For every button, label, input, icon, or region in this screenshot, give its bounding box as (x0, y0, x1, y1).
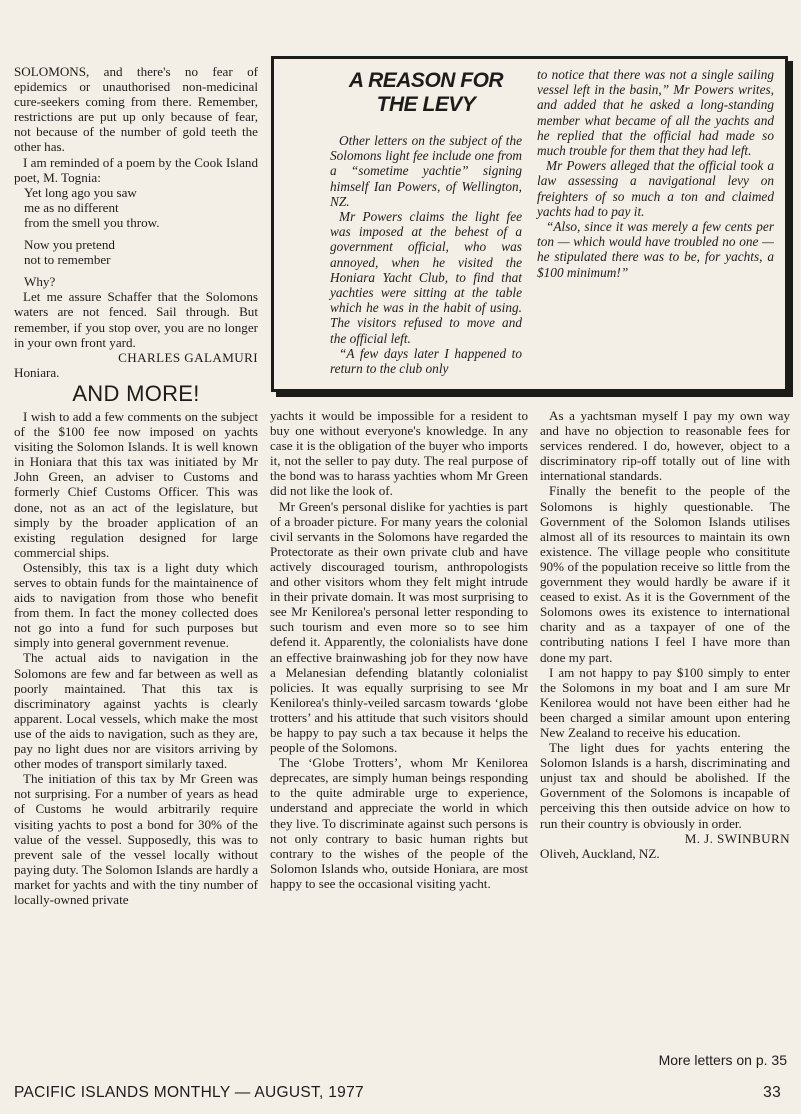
page-footer (14, 1084, 787, 1102)
sidebar-box (271, 56, 788, 392)
right-column (540, 408, 790, 861)
paragraph: SOLOMONS, and there's no fear of epidemics or unauthorised non-medicinal cure-seekers coming from there. Remember, restrictions are put up only because of fear, not because of the number of gold teeth the other has. (14, 64, 258, 155)
paragraph: Ostensibly, this tax is a light duty which serves to obtain funds for the maintainence of aids to navigation from those who benefit from them. In fact the money collected does not go into a fund for such purposes but simply into general government revenue. (14, 559, 258, 651)
signature-place: Honiara. (14, 364, 60, 380)
paragraph: Mr Powers alleged that the official took a law assessing a navigational levy on freighters of so much a ton and claimed yachts had to pay it. (537, 158, 774, 219)
poem-line: Why? (24, 274, 56, 290)
letter-signature: CHARLES GALAMURI (118, 349, 258, 365)
paragraph: Mr Green's personal dislike for yachties is part of a broader picture. For many years the colonial civil servants in the Solomons have regarded the Protectorate as their own private club and have actively discouraged tourism, anthropologists and other visitors whom they felt might intrude in their private domain. It was most surprising to see Mr Kenilorea's personal letter responding to such tourism and even more so to see him defend it. Apparently, the colonialists have done an effective brainwashing job for they now have a Melanesian defending blatantly colonialist policies. It was equally surprising to see Mr Kenilorea's thinly-veiled sarcasm towards ‘globe trotters’ and his attitude that such visitors should be happy to pay such a tax because it helps the people of the Solomons. (270, 498, 528, 756)
paragraph: Other letters on the subject of the Solomons light fee include one from a “sometime yachtie” signing himself Ian Powers, of Wellington, NZ. (330, 133, 522, 209)
publication-line: PACIFIC ISLANDS MONTHLY — AUGUST, 1977 (14, 1084, 364, 1101)
paragraph: The actual aids to navigation in the Solomons are few and far between as well as poorly maintained. That this tax is discriminatory against yachts is clearly apparent. Local vessels, which make the most use of the aids to navigation, such as they are, pay no light dues nor are visitors arriving by other modes of transport similarly taxed. (14, 650, 258, 772)
paragraph: Let me assure Schaffer that the Solomons waters are not fenced. Sail through. But remember, if you stop over, you are no longer in your own front yard. (14, 289, 258, 350)
paragraph: Finally the benefit to the people of the Solomons is highly questionable. The Government of the Solomon Islands utilises almost all of its resources to maintain its own existence. The village people who consititute 90% of the population receive so little from the government they would hardly be aware if it ceased to exist. As it is the Government of the Solomons owes its existence to international charity and as a taxpayer of one of the contributing nations I feel I have more than done my part. (540, 483, 790, 665)
signature-place: Oliveh, Auckland, NZ. (540, 845, 660, 861)
paragraph: The light dues for yachts entering the Solomon Islands is a harsh, discriminating and unjust tax and should be abolished. If the Government of the Solomons is incapable of perceiving this then outside advice on how to run their country is obviously in order. (540, 740, 790, 831)
poem (24, 185, 258, 290)
poem-line: from the smell you throw. (24, 214, 160, 230)
box-title-line: A REASON FOR (348, 69, 504, 92)
poem-line: Now you pretend (24, 237, 115, 253)
paragraph: As a yachtsman myself I pay my own way and have no objection to reasonable fees for services rendered. I do, however, object to a discriminatory rip-off totally out of line with international standards. (540, 408, 790, 484)
paragraph: I am not happy to pay $100 simply to enter the Solomons in my boat and I am sure Mr Kenilorea would not have been either had he been charged a similar amount upon entering New Zealand to receive his education. (540, 664, 790, 740)
paragraph: “A few days later I happened to return to the club only (330, 345, 522, 377)
paragraph: I wish to add a few comments on the subject of the $100 fee now imposed on yachts visiting the Solomon Islands. It is well known in Honiara that this tax was initiated by Mr John Green, an adviser to Customs and formerly Chief Customs Officer. This was done, not as an act of the legislature, but simply by the broader application of an existing regulation designed for large commercial ships. (14, 408, 258, 560)
box-title (330, 69, 522, 117)
section-heading: AND MORE! (72, 380, 200, 406)
box-left-column (330, 65, 522, 376)
left-column (14, 64, 258, 907)
poem-line: Yet long ago you saw (24, 184, 137, 200)
letter-signature: M. J. SWINBURN (684, 830, 790, 846)
page-number: 33 (763, 1084, 781, 1101)
continuation-note: More letters on p. 35 (658, 1052, 787, 1068)
paragraph: “Also, since it was merely a few cents per ton — which would have troubled no one — he stipulated there was to be, for yachts, a $100 minimum!” (537, 219, 774, 280)
box-title-line: THE LEVY (376, 93, 476, 116)
poem-line: me as no different (24, 199, 119, 215)
paragraph: I am reminded of a poem by the Cook Island poet, M. Tognia: (14, 154, 258, 185)
paragraph: The ‘Globe Trotters’, whom Mr Kenilorea deprecates, are simply human beings responding to the quite admirable urge to experience, understand and appreciate the world in which they live. To discriminate against such persons is not only contrary to basic human rights but contrary to the wishes of the people of the Solomon Islands who, outside Honiara, are most happy to see the occasional visiting yacht. (270, 755, 528, 891)
middle-column (270, 408, 528, 891)
paragraph: Mr Powers claims the light fee was imposed at the behest of a government official, who was annoyed, when he visited the Honiara Yacht Club, to find that yachties were sitting at the table which he was in the habit of using. The visitors refused to move and the official left. (330, 209, 522, 346)
paragraph: The initiation of this tax by Mr Green was not surprising. For a number of years as head of Customs he would arbitrarily require visiting yachts to post a bond for 30% of the value of the vessel. Supposedly, this was to prevent sale of the vessel locally without paying duty. The Solomon Islands are hardly a market for yachts and with the tiny number of locally-owned private (14, 771, 259, 907)
box-right-column (537, 67, 774, 280)
poem-line: not to remember (24, 252, 111, 268)
paragraph: yachts it would be impossible for a resident to buy one without everyone's knowledge. In any case it is the obligation of the buyer who imports it, not the seller to pay duty. The real purpose of the bond was to harass yachties whom Mr Green did not like the look of. (270, 408, 528, 499)
paragraph: to notice that there was not a single sailing vessel left in the basin,” Mr Powers writes, and added that he asked a long-standing member what became of all the yachts and he replied that the official had made so much trouble for them that they had left. (537, 67, 774, 159)
